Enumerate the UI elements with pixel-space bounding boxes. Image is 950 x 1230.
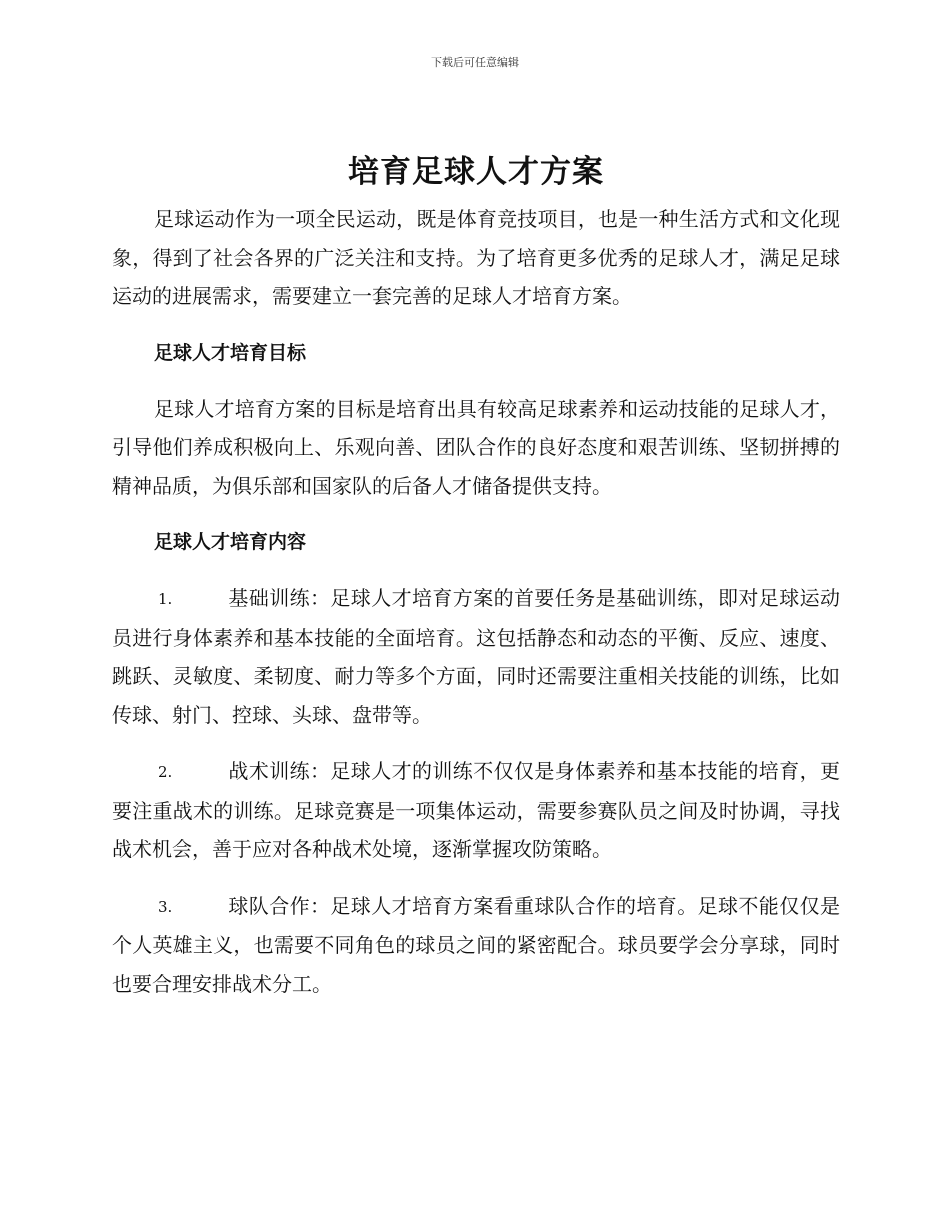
list-item-text: 战术训练：足球人才的训练不仅仅是身体素养和基本技能的培育，更要注重战术的训练。足球竞赛是一项集体运动，需要参赛队员之间及时协调，寻找战术机会，善于应对各种战术处境，逐渐掌握攻防策略。 bbox=[112, 759, 840, 861]
intro-paragraph: 足球运动作为一项全民运动，既是体育竞技项目，也是一种生活方式和文化现象，得到了社会各界的广泛关注和支持。为了培育更多优秀的足球人才，满足足球运动的进展需求，需要建立一套完善的足球人才培育方案。 bbox=[112, 207, 840, 308]
list-item bbox=[112, 579, 840, 734]
section-heading-goals: 足球人才培育目标 bbox=[154, 341, 307, 364]
goals-paragraph: 足球人才培育方案的目标是培育出具有较高足球素养和运动技能的足球人才，引导他们养成积极向上、乐观向善、团队合作的良好态度和艰苦训练、坚韧拼搏的精神品质，为俱乐部和国家队的后备人才储备提供支持。 bbox=[112, 396, 840, 498]
list-item-text: 球队合作：足球人才培育方案看重球队合作的培育。足球不能仅仅是个人英雄主义，也需要不同角色的球员之间的紧密配合。球员要学会分享球，同时也要合理安排战术分工。 bbox=[112, 893, 840, 996]
section-heading-content: 足球人才培育内容 bbox=[154, 531, 307, 553]
document-title: 培育足球人才方案 bbox=[348, 154, 604, 190]
page-header-note: 下载后可任意编辑 bbox=[431, 56, 519, 69]
list-item bbox=[112, 887, 840, 1004]
list-item-text: 基础训练：足球人才培育方案的首要任务是基础训练，即对足球运动员进行身体素养和基本技能的全面培育。这包括静态和动态的平衡、反应、速度、跳跃、灵敏度、柔韧度、耐力等多个方面，同时还需要注重相关技能的训练，比如传球、射门、控球、头球、盘带等。 bbox=[112, 586, 840, 727]
list-item-number: 1. bbox=[158, 590, 173, 608]
list-item-number: 3. bbox=[158, 897, 173, 916]
list-item bbox=[112, 752, 840, 869]
document-body bbox=[112, 150, 840, 1021]
list-item-number: 2. bbox=[158, 763, 173, 781]
